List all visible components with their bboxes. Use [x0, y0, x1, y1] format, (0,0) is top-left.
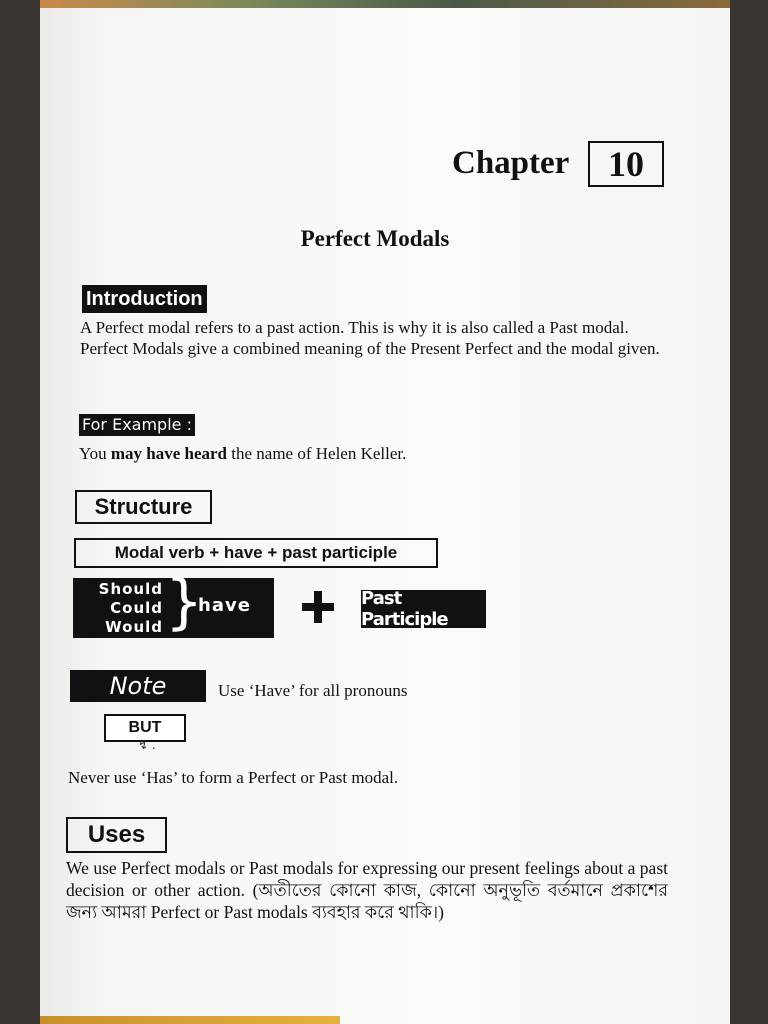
plus-icon — [301, 590, 335, 624]
note-heading: Note — [70, 670, 206, 702]
example-label: For Example : — [79, 414, 195, 436]
modal-verbs-panel — [73, 567, 274, 638]
modal-verb-list — [77, 580, 163, 637]
introduction-heading: Introduction — [82, 285, 207, 313]
structure-heading: Structure — [75, 490, 212, 524]
example-text-bold: may have heard — [110, 444, 227, 463]
modal-verb-item: Would — [105, 618, 163, 636]
note-text: Use ‘Have’ for all pronouns — [218, 681, 408, 700]
example-text-before: You — [79, 444, 111, 463]
never-rule-text: Never use ‘Has’ to form a Perfect or Past modal. — [68, 768, 399, 787]
introduction-text: A Perfect modal refers to a past action. This is why it is also called a Past modal. Perfect Modals give a combined meaning of the Present Perfect and the modal given. — [80, 318, 660, 358]
past-participle-label: Past Participle — [361, 590, 486, 628]
uses-text: We use Perfect modals or Past modals for expressing our present feelings about a past decision or other action. (অতীতের কোনো কাজ, কোনো অনুভূতি বর্তমানে প্রকাশের জন্য আমরা Perfect or Past modals ব্যবহার করে থাকি।) — [66, 858, 668, 922]
structure-formula: Modal verb + have + past participle — [74, 538, 438, 568]
example-text-after: the name of Helen Keller. — [227, 444, 407, 463]
callout-tail-icon: ↯ . — [138, 738, 156, 752]
uses-heading: Uses — [66, 817, 167, 853]
have-word: have — [198, 595, 251, 616]
bottom-edge-strip — [40, 1016, 340, 1024]
example-sentence — [79, 444, 406, 464]
modal-verb-item: Should — [98, 580, 163, 598]
page-title: Perfect Modals — [300, 226, 450, 251]
top-edge-strip — [40, 0, 730, 8]
brace-icon: } — [165, 567, 204, 637]
modal-verb-item: Could — [110, 599, 163, 617]
chapter-label: Chapter — [452, 145, 570, 181]
but-callout: BUT — [104, 714, 186, 742]
chapter-number: 10 — [588, 141, 664, 187]
